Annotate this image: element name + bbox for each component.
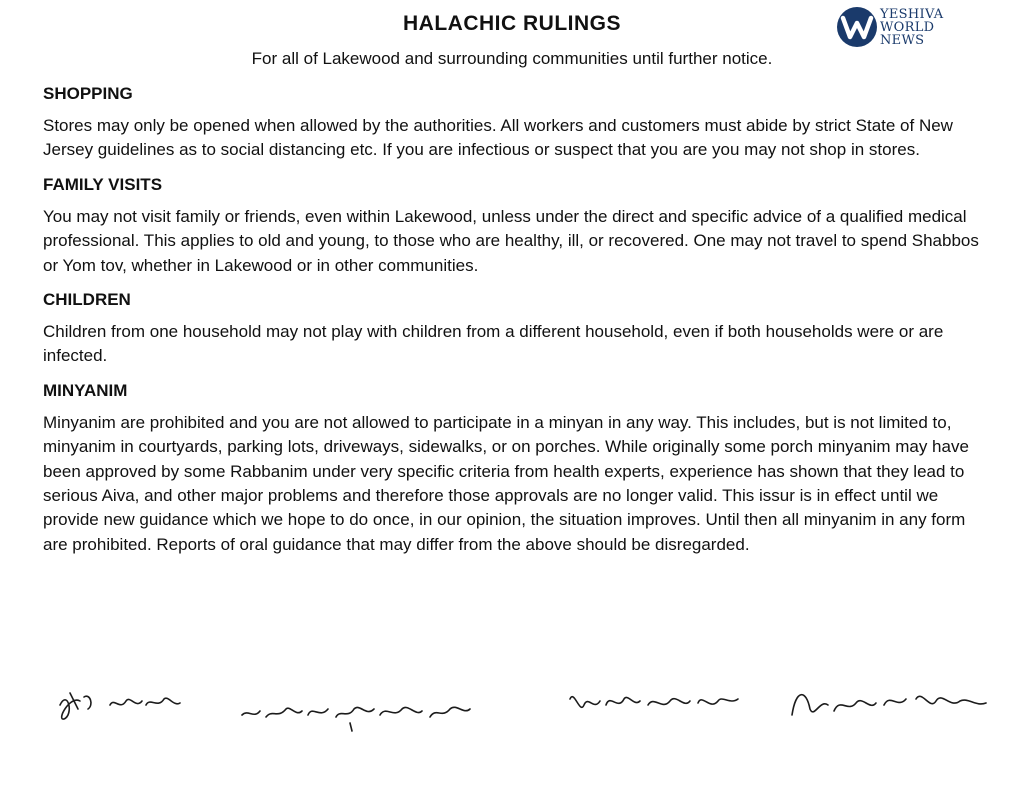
logo-line-3: NEWS xyxy=(880,32,925,48)
ywn-w-logo-icon xyxy=(836,6,878,48)
section-family-visits xyxy=(43,175,983,278)
logo-line-1: YESHIVA xyxy=(880,6,944,22)
signature-1 xyxy=(60,693,180,719)
signature-4 xyxy=(792,695,986,715)
yeshiva-world-news-logo xyxy=(836,4,956,50)
signatures-row xyxy=(50,675,1000,745)
section-body: You may not visit family or friends, even within Lakewood, unless under the direct and specific advice of a qualified medical professional. This applies to old and young, to those who are healthy, ill, or recovered. One may not travel to spend Shabbos or Yom tov, whether in Lakewood or in other communities. xyxy=(43,206,979,275)
logo-line-2: WORLD xyxy=(880,19,935,35)
logo-wordmark xyxy=(880,8,943,47)
page-subtitle: For all of Lakewood and surrounding communities until further notice. xyxy=(251,49,773,68)
signature-2 xyxy=(242,707,470,731)
rulings-content xyxy=(43,84,983,569)
section-heading: MINYANIM xyxy=(43,380,128,400)
section-body: Minyanim are prohibited and you are not allowed to participate in a minyan in any way. This includes, but is not limited to, minyanim in courtyards, parking lots, driveways, sidewalks, or on porches. While originally some porch minyanim may have been approved by some Rabbanim under very specific criteria from health experts, experience has shown that they lead to serious Aiva, and other major problems and therefore those approvals are no longer valid. This issur is in effect until we provide new guidance which we hope to do once, in our opinion, the situation improves. Until then all minyanim in any form are prohibited. Reports of oral guidance that may differ from the above should be disregarded. xyxy=(43,412,969,554)
section-body: Children from one household may not play with children from a different household, even if both households were or are infected. xyxy=(43,322,944,366)
signature-3 xyxy=(570,697,738,708)
signatures-graphic xyxy=(50,675,1000,745)
page-title: HALACHIC RULINGS xyxy=(403,12,621,35)
section-heading: CHILDREN xyxy=(43,290,131,310)
section-children xyxy=(43,290,983,369)
section-shopping xyxy=(43,84,983,163)
section-heading: FAMILY VISITS xyxy=(43,174,163,194)
section-minyanim xyxy=(43,381,983,557)
section-body: Stores may only be opened when allowed by the authorities. All workers and customers must abide by strict State of New Jersey guidelines as to social distancing etc. If you are infectious or suspect that you are you may not shop in stores. xyxy=(43,116,953,160)
section-heading: SHOPPING xyxy=(43,84,133,103)
